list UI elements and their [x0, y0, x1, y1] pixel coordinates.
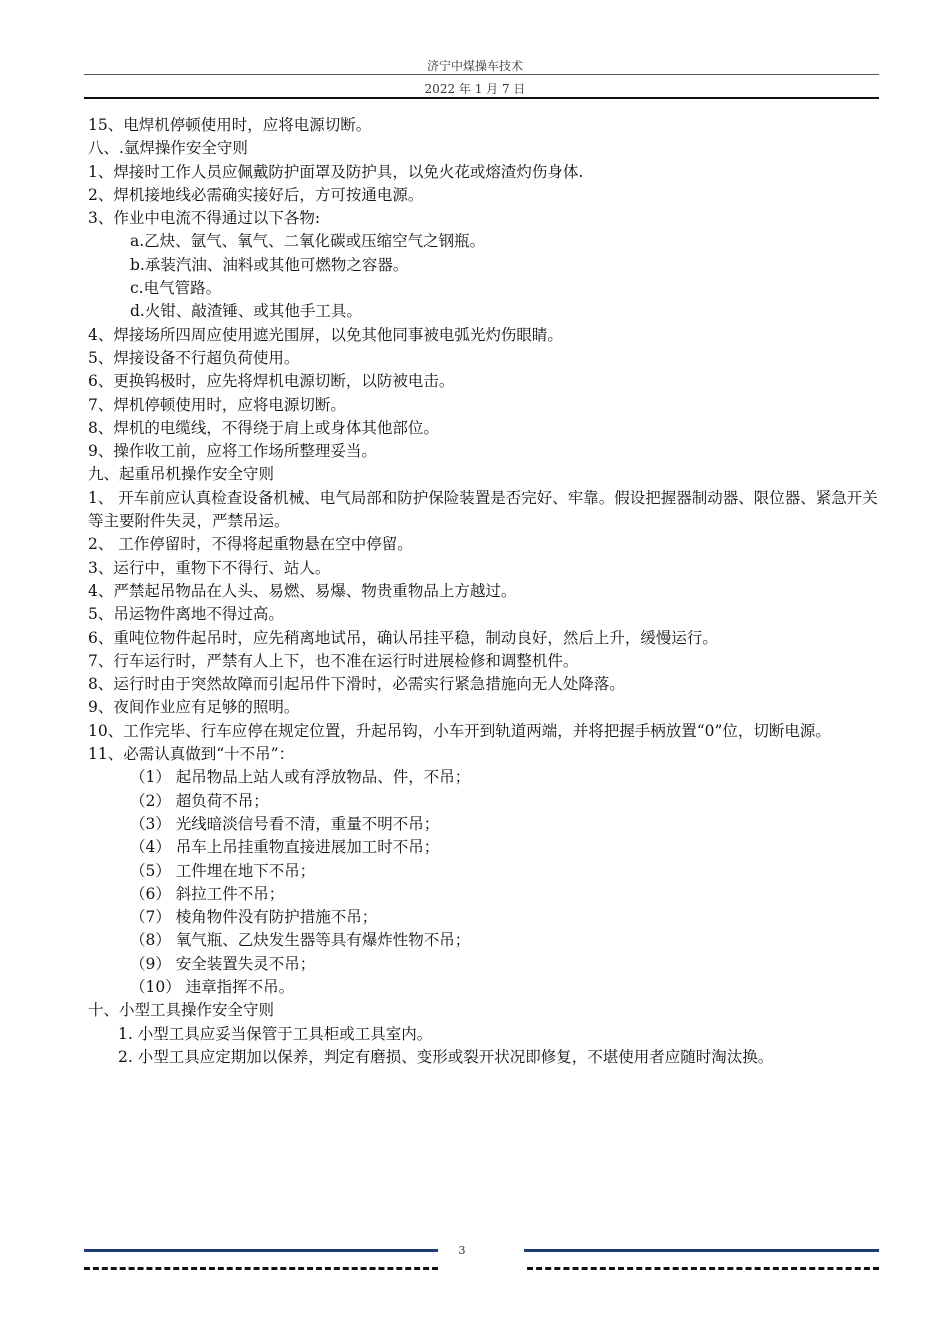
- list-item: 11、必需认真做到“十不吊”：: [88, 745, 295, 764]
- header-divider-bold: [84, 97, 879, 99]
- footer-divider-right: [524, 1249, 879, 1252]
- list-item: 1、焊接时工作人员应佩戴防护面罩及防护具，以免火花或熔渣灼伤身体.: [88, 162, 584, 181]
- sub-list-item: b.承装汽油、油料或其他可燃物之容器。: [130, 255, 409, 274]
- sub-list-item: （7） 棱角物件没有防护措施不吊；: [130, 908, 378, 927]
- footer-dashed-line-left: [84, 1267, 438, 1270]
- list-item: 2. 小型工具应定期加以保养，判定有磨损、变形或裂开状况即修复，不堪使用者应随时淘汰换。: [118, 1047, 774, 1066]
- list-item: 6、重吨位物件起吊时，应先稍离地试吊，确认吊挂平稳，制动良好，然后上升，缓慢运行。: [88, 628, 718, 647]
- list-item: 4、严禁起吊物品在人头、易燃、易爆、物贵重物品上方越过。: [88, 581, 517, 600]
- sub-list-item: d.火钳、敲渣锤、或其他手工具。: [130, 302, 362, 321]
- sub-list-item: （10） 违章指挥不吊。: [130, 977, 295, 996]
- list-item: 5、吊运物件离地不得过高。: [88, 605, 284, 624]
- header-title: 济宁中煤操车技术: [426, 59, 523, 73]
- header-divider: [84, 74, 879, 75]
- list-item: 7、焊机停顿使用时，应将电源切断。: [88, 395, 346, 414]
- footer-divider-left: [84, 1249, 438, 1252]
- page-number: 3: [458, 1244, 466, 1257]
- list-item: 3、作业中电流不得通过以下各物:: [88, 209, 321, 228]
- list-item: 2、焊机接地线必需确实接好后，方可按通电源。: [88, 185, 424, 204]
- footer-dashed-line-right: [527, 1267, 879, 1270]
- list-item: 2、 工作停留时，不得将起重物悬在空中停留。: [88, 535, 413, 554]
- list-item: 4、焊接场所四周应使用遮光围屏，以免其他同事被电弧光灼伤眼睛。: [88, 325, 563, 344]
- list-item: 9、夜间作业应有足够的照明。: [88, 698, 300, 717]
- list-item: 6、更换钨极时，应先将焊机电源切断，以防被电击。: [88, 372, 455, 391]
- sub-list-item: （9） 安全装置失灵不吊；: [130, 954, 316, 973]
- list-item: 7、行车运行时，严禁有人上下，也不准在运行时进展检修和调整机件。: [88, 651, 579, 670]
- header-date: 2022 年 1 月 7 日: [424, 82, 526, 96]
- sub-list-item: a.乙炔、氩气、氧气、二氧化碳或压缩空气之钢瓶。: [130, 232, 486, 251]
- list-item: 15、电焊机停顿使用时，应将电源切断。: [88, 116, 372, 134]
- list-item: 8、运行时由于突然故障而引起吊件下滑时，必需实行紧急措施向无人处降落。: [88, 675, 625, 694]
- sub-list-item: （6） 斜拉工件不吊；: [130, 884, 285, 903]
- list-item: 1、 开车前应认真检查设备机械、电气局部和防护保险装置是否完好、牢靠。假设把握器制动器、限位器、紧急开关等主要附件失灵，严禁吊运。: [88, 488, 878, 531]
- sub-list-item: （1） 起吊物品上站人或有浮放物品、件，不吊；: [130, 768, 471, 787]
- list-item: 5、焊接设备不行超负荷使用。: [88, 348, 300, 367]
- section-heading: 八、.氩焊操作安全守则: [88, 139, 248, 158]
- sub-list-item: （5） 工件埋在地下不吊；: [130, 861, 316, 880]
- list-item: 8、焊机的电缆线，不得绕于肩上或身体其他部位。: [88, 418, 439, 437]
- sub-list-item: （3） 光线暗淡信号看不清，重量不明不吊；: [130, 814, 440, 833]
- list-item: 10、工作完毕、行车应停在规定位置，升起吊钩，小车开到轨道两端，并将把握手柄放置“0”位，切断电源。: [88, 721, 831, 740]
- section-heading: 九、起重吊机操作安全守则: [88, 465, 275, 484]
- list-item: 3、运行中，重物下不得行、站人。: [88, 558, 331, 577]
- sub-list-item: （4） 吊车上吊挂重物直接进展加工时不吊；: [130, 838, 440, 857]
- section-heading: 十、小型工具操作安全守则: [88, 1001, 275, 1020]
- sub-list-item: （2） 超负荷不吊；: [130, 791, 269, 810]
- document-body: [88, 114, 878, 1069]
- list-item: 1. 小型工具应妥当保管于工具柜或工具室内。: [118, 1024, 433, 1043]
- sub-list-item: c.电气管路。: [130, 279, 222, 298]
- list-item: 9、操作收工前，应将工作场所整理妥当。: [88, 442, 377, 461]
- sub-list-item: （8） 氧气瓶、乙炔发生器等具有爆炸性物不吊；: [130, 931, 471, 950]
